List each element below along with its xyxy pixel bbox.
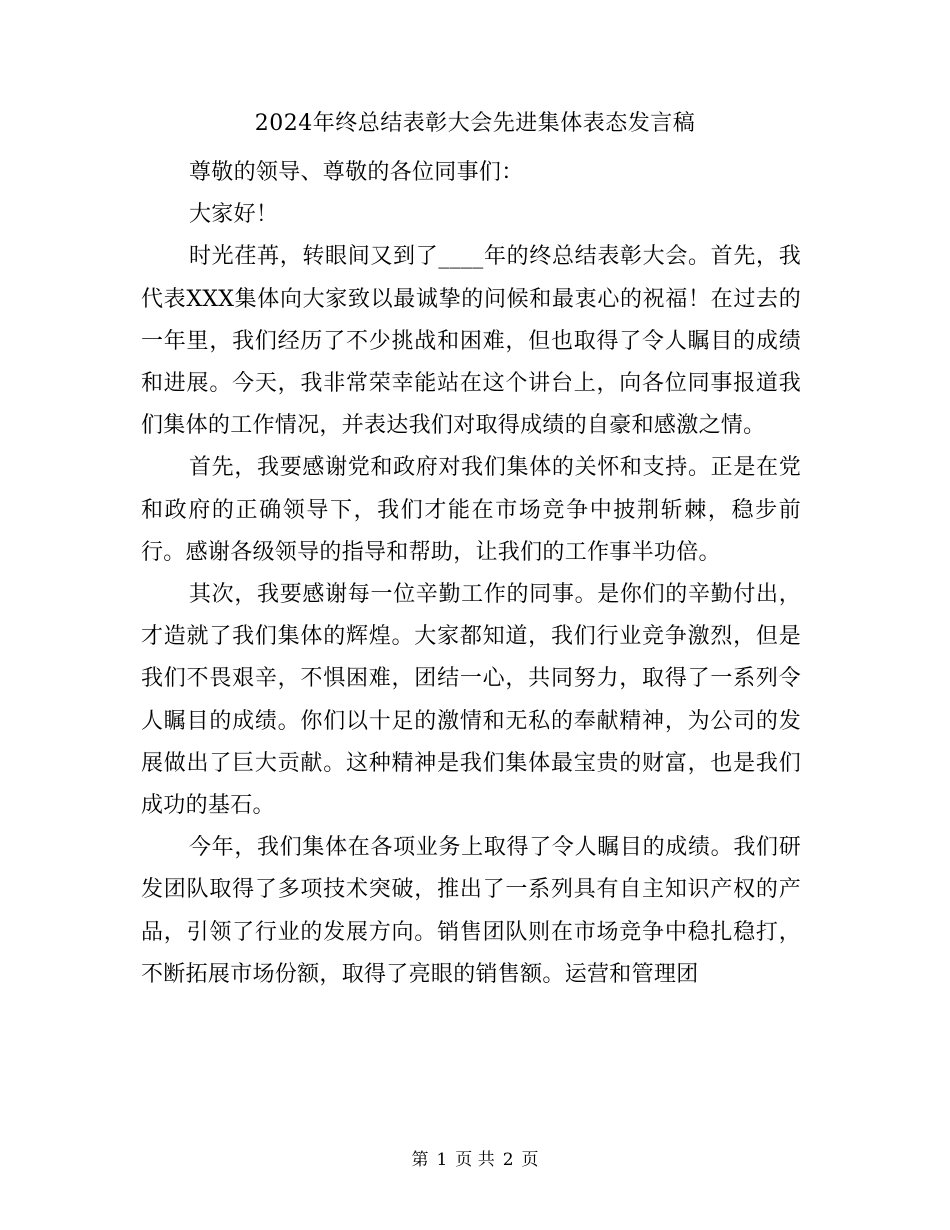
- footer-page-total: 2: [502, 1150, 514, 1170]
- footer-prefix: 第: [411, 1150, 429, 1170]
- body-paragraph: 其次，我要感谢每一位辛勤工作的同事。是你们的辛勤付出，才造就了我们集体的辉煌。大家都知道，我们行业竞争激烈，但是我们不畏艰辛，不惧困难，团结一心，共同努力，取得了一系列令人瞩目的成绩。你们以十足的激情和无私的奉献精神，为公司的发展做出了巨大贡献。这种精神是我们集体最宝贵的财富，也是我们成功的基石。: [141, 582, 801, 819]
- body-paragraph: 时光荏苒，转眼间又到了____年的终总结表彰大会。首先，我代表XXX集体向大家致以最诚挚的问候和最衷心的祝福！在过去的一年里，我们经历了不少挑战和困难，但也取得了令人瞩目的成绩和进展。今天，我非常荣幸能站在这个讲台上，向各位同事报道我们集体的工作情况，并表达我们对取得成绩的自豪和感激之情。: [141, 244, 801, 439]
- salutation-paragraph: 尊敬的领导、尊敬的各位同事们：: [189, 160, 524, 185]
- body-paragraph: 首先，我要感谢党和政府对我们集体的关怀和支持。正是在党和政府的正确领导下，我们才能在市场竞争中披荆斩棘，稳步前行。感谢各级领导的指导和帮助，让我们的工作事半功倍。: [141, 455, 801, 565]
- footer-middle: 页 共: [455, 1150, 495, 1170]
- document-title: 2024年终总结表彰大会先进集体表态发言稿: [254, 111, 696, 136]
- body-paragraph: 今年，我们集体在各项业务上取得了令人瞩目的成绩。我们研发团队取得了多项技术突破，推出了一系列具有自主知识产权的产品，引领了行业的发展方向。销售团队则在市场竞争中稳扎稳打，不断拓展市场份额，取得了亮眼的销售额。运营和管理团: [141, 835, 801, 987]
- footer-suffix: 页: [521, 1150, 539, 1170]
- footer-page-current: 1: [436, 1150, 448, 1170]
- page-footer: [0, 1148, 950, 1172]
- greeting-paragraph: 大家好！: [189, 202, 279, 228]
- document-body: [141, 152, 801, 996]
